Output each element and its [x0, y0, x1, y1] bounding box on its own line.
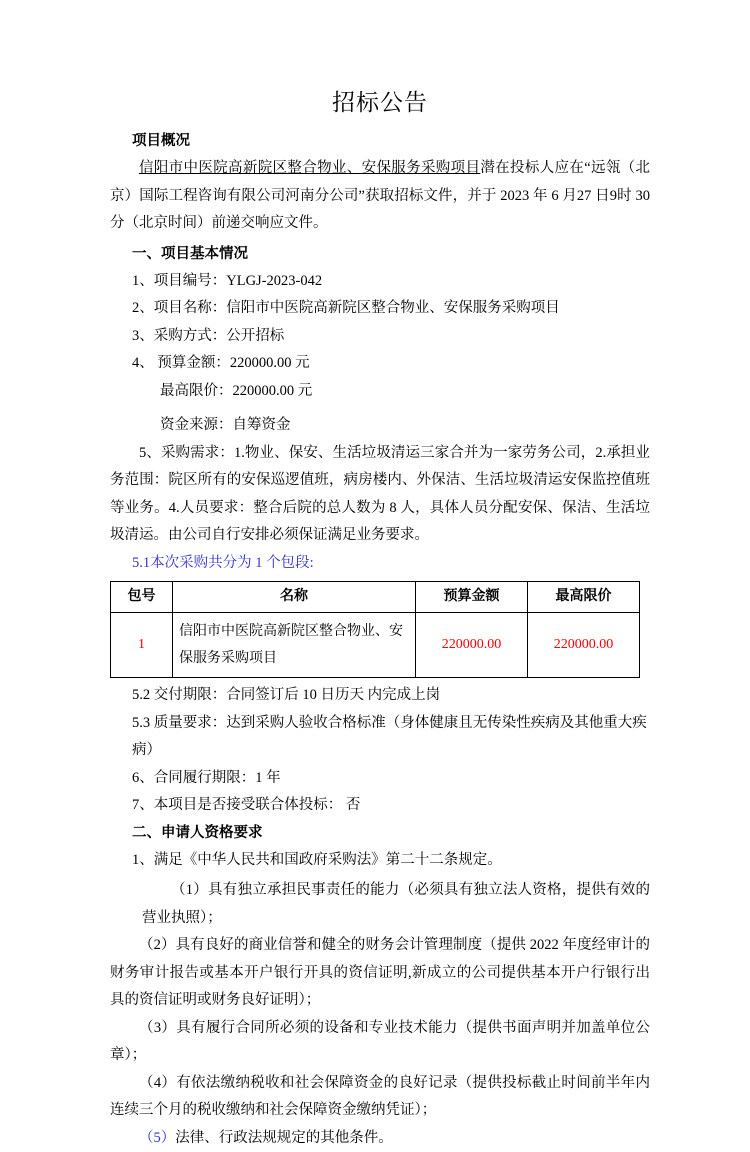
qualification-sub-item-4: [110, 1070, 650, 1125]
cell-package-name: 信阳市中医院高新院区整合物业、安保服务采购项目: [173, 613, 416, 678]
cell-package-no: 1: [111, 613, 173, 678]
table-header-row: [111, 582, 640, 613]
package-note: 5.1本次采购共分为 1 个包段:: [110, 550, 650, 578]
overview-paragraph-rest: 潜在投标人应在“远瓴（北京）国际工程咨询有限公司河南分公司”获取招标文件，并于 2023 年 6 月27 日9时 30 分（北京时间）前递交响应文件。: [110, 160, 665, 231]
max-price: 最高限价：220000.00 元: [110, 378, 650, 406]
column-header-name: 名称: [173, 582, 416, 613]
project-number: 1、项目编号：YLGJ-2023-042: [110, 268, 650, 296]
delivery-term: 5.2 交付期限：合同签订后 10 日历天 内完成上岗: [110, 682, 650, 710]
budget-amount: 4、 预算金额：220000.00 元: [110, 350, 650, 378]
sub-item-marker-2: （2）: [139, 937, 176, 953]
funding-source: 资金来源：自筹资金: [110, 412, 650, 440]
overview-label: 项目概况: [110, 128, 650, 155]
quality-requirement: 5.3 质量要求：达到采购人验收合格标准（身体健康且无传染性疾病及其他重大疾病）: [110, 710, 650, 765]
sub-item-marker-1: （1）: [171, 882, 208, 898]
sub-item-marker-3: （3）: [139, 1020, 176, 1036]
procurement-demand: 5、采购需求：1.物业、保安、生活垃圾清运三家合并为一家劳务公司，2.承担业务范围：院区所有的安保巡逻值班，病房楼内、外保洁、生活垃圾清运安保监控值班等业务。4.人员要求：整合后院的总人数为 8 人，具体人员分配安保、保洁、生活垃圾清运。由公司自行安排必须保证满足业务要求。: [110, 440, 650, 550]
cell-budget: 220000.00: [416, 613, 528, 678]
consortium-bid: 7、本项目是否接受联合体投标： 否: [110, 792, 650, 820]
package-table: [110, 581, 640, 678]
page-title: 招标公告: [110, 82, 650, 122]
column-header-max-price: 最高限价: [528, 582, 640, 613]
cell-max-price: 220000.00: [528, 613, 640, 678]
column-header-package-no: 包号: [111, 582, 173, 613]
section-two-heading: 二、申请人资格要求: [110, 820, 650, 847]
table-row: [111, 613, 640, 678]
column-header-budget: 预算金额: [416, 582, 528, 613]
qualification-sub-item-5: [110, 1125, 650, 1152]
project-name-underlined: 信阳市中医院高新院区整合物业、安保服务采购项目: [139, 160, 480, 176]
qualification-sub-item-2: [110, 932, 650, 1015]
contract-period: 6、合同履行期限：1 年: [110, 765, 650, 793]
sub-item-text-2: 具有良好的商业信誉和健全的财务会计管理制度（提供 2022 年度经审计的财务审计报告或基本开户银行开具的资信证明,新成立的公司提供基本开户行银行出具的资信证明或财务良好证明）；: [110, 937, 650, 1008]
sub-item-marker-5: （5）: [139, 1130, 175, 1146]
project-name: 2、项目名称：信阳市中医院高新院区整合物业、安保服务采购项目: [110, 295, 650, 323]
qualification-sub-item-1: [110, 877, 650, 932]
section-one-heading: 一、项目基本情况: [110, 241, 650, 268]
sub-item-marker-4: （4）: [139, 1075, 176, 1091]
overview-paragraph: [110, 155, 650, 238]
qualification-item-1: 1、满足《中华人民共和国政府采购法》第二十二条规定。: [110, 847, 650, 875]
sub-item-text-3: 具有履行合同所必须的设备和专业技术能力（提供书面声明并加盖单位公章）；: [110, 1020, 650, 1064]
procurement-method: 3、采购方式：公开招标: [110, 323, 650, 351]
sub-item-text-4: 有依法缴纳税收和社会保障资金的良好记录（提供投标截止时间前半年内连续三个月的税收缴纳和社会保障资金缴纳凭证）；: [110, 1075, 650, 1119]
qualification-sub-item-3: [110, 1015, 650, 1070]
sub-item-text-5: 法律、行政法规规定的其他条件。: [175, 1130, 393, 1146]
sub-item-text-1: 具有独立承担民事责任的能力（必须具有独立法人资格，提供有效的营业执照）；: [142, 882, 650, 926]
